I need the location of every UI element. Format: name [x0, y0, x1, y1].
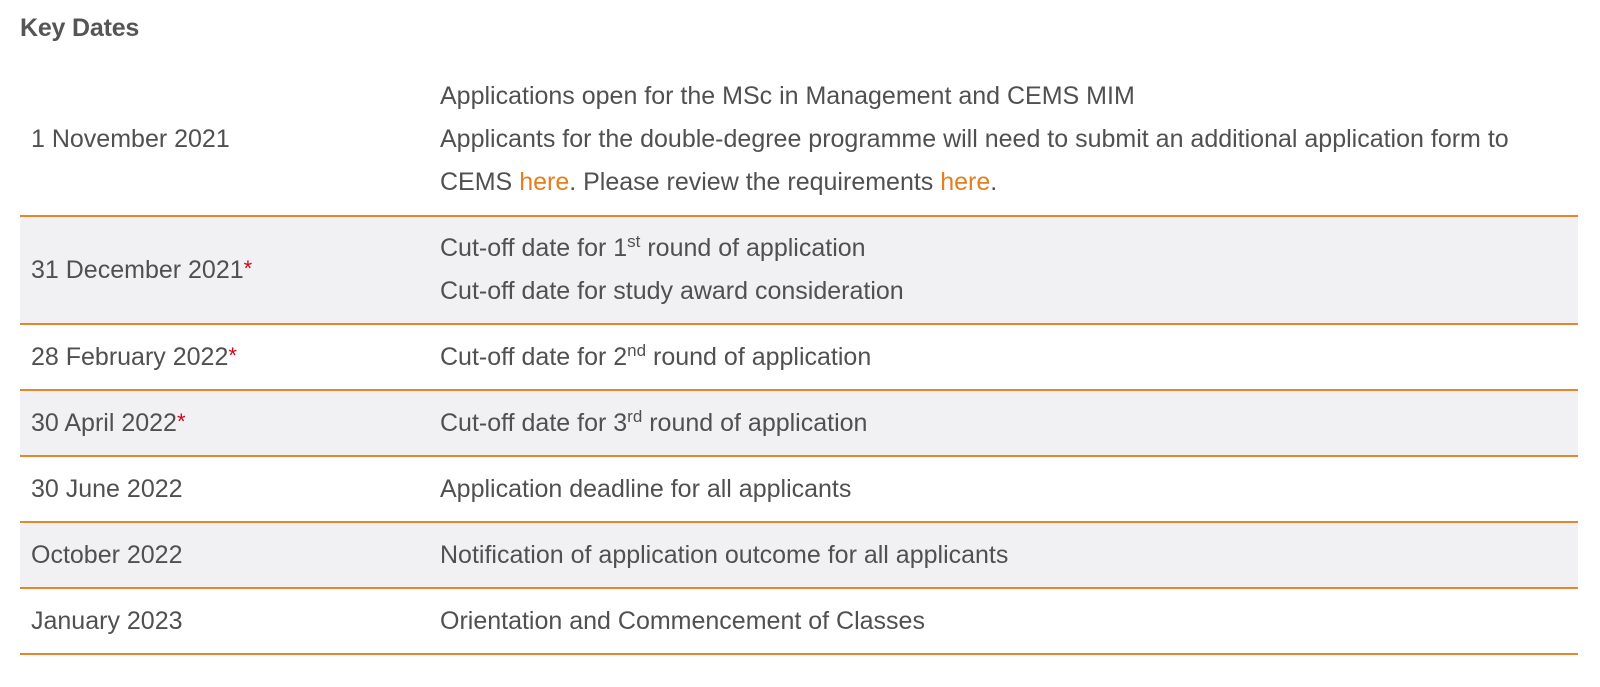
- description-text: Cut-off date for 2: [440, 342, 628, 371]
- date-cell: [20, 216, 440, 324]
- table-row: [20, 216, 1578, 324]
- description-line: Cut-off date for study award consideration: [440, 277, 904, 305]
- section-title: Key Dates: [20, 14, 140, 42]
- table-row: [20, 588, 1578, 654]
- date-text: January 2023: [31, 606, 183, 635]
- description-line: [440, 402, 1578, 445]
- description-line: [440, 227, 1578, 270]
- description-line: [440, 336, 1578, 379]
- asterisk-marker: *: [243, 255, 253, 281]
- description-line: Applications open for the MSc in Management and CEMS MIM: [440, 82, 1135, 110]
- key-dates-table: [20, 64, 1578, 655]
- date-text: 30 June 2022: [31, 474, 183, 503]
- description-text: Cut-off date for 3: [440, 408, 628, 437]
- asterisk-marker: *: [228, 342, 237, 368]
- description-text: round of application: [642, 408, 868, 437]
- description-line: Notification of application outcome for all applicants: [440, 540, 1009, 569]
- date-text: 1 November 2021: [31, 125, 230, 153]
- table-row: [20, 324, 1578, 390]
- date-text: October 2022: [31, 540, 183, 569]
- date-cell: [20, 64, 440, 216]
- date-cell: [20, 588, 440, 654]
- date-text: 31 December 2021: [31, 255, 244, 284]
- date-cell: [20, 324, 440, 390]
- date-cell: [20, 522, 440, 588]
- description-text: . Please review the requirements: [569, 168, 941, 196]
- requirements-link[interactable]: here: [940, 168, 991, 196]
- ordinal-suffix: rd: [627, 406, 643, 426]
- description-line: [440, 118, 1578, 204]
- description-text: round of application: [640, 234, 866, 262]
- date-text: 28 February 2022: [31, 342, 229, 371]
- table-row: [20, 522, 1578, 588]
- description-text: round of application: [646, 342, 872, 371]
- date-cell: [20, 456, 440, 522]
- cems-application-form-link[interactable]: here: [519, 168, 570, 196]
- description-cell: [440, 64, 1578, 216]
- key-dates-page: [20, 0, 1578, 655]
- description-cell: [440, 456, 1578, 522]
- description-text: Applicants for the double-degree programme will need to submit an additional application form to CEMS: [440, 125, 1509, 196]
- date-cell: [20, 390, 440, 456]
- description-cell: [440, 390, 1578, 456]
- table-row: [20, 64, 1578, 216]
- ordinal-suffix: nd: [627, 340, 647, 360]
- date-text: 30 April 2022: [31, 408, 177, 437]
- description-cell: [440, 216, 1578, 324]
- description-text: Cut-off date for 1: [440, 234, 628, 262]
- description-cell: [440, 522, 1578, 588]
- asterisk-marker: *: [176, 408, 186, 434]
- description-cell: [440, 324, 1578, 390]
- table-row: [20, 456, 1578, 522]
- description-line: Orientation and Commencement of Classes: [440, 606, 925, 635]
- description-text: .: [990, 168, 998, 196]
- description-line: Application deadline for all applicants: [440, 474, 852, 503]
- description-cell: [440, 588, 1578, 654]
- ordinal-suffix: st: [627, 232, 641, 251]
- table-row: [20, 390, 1578, 456]
